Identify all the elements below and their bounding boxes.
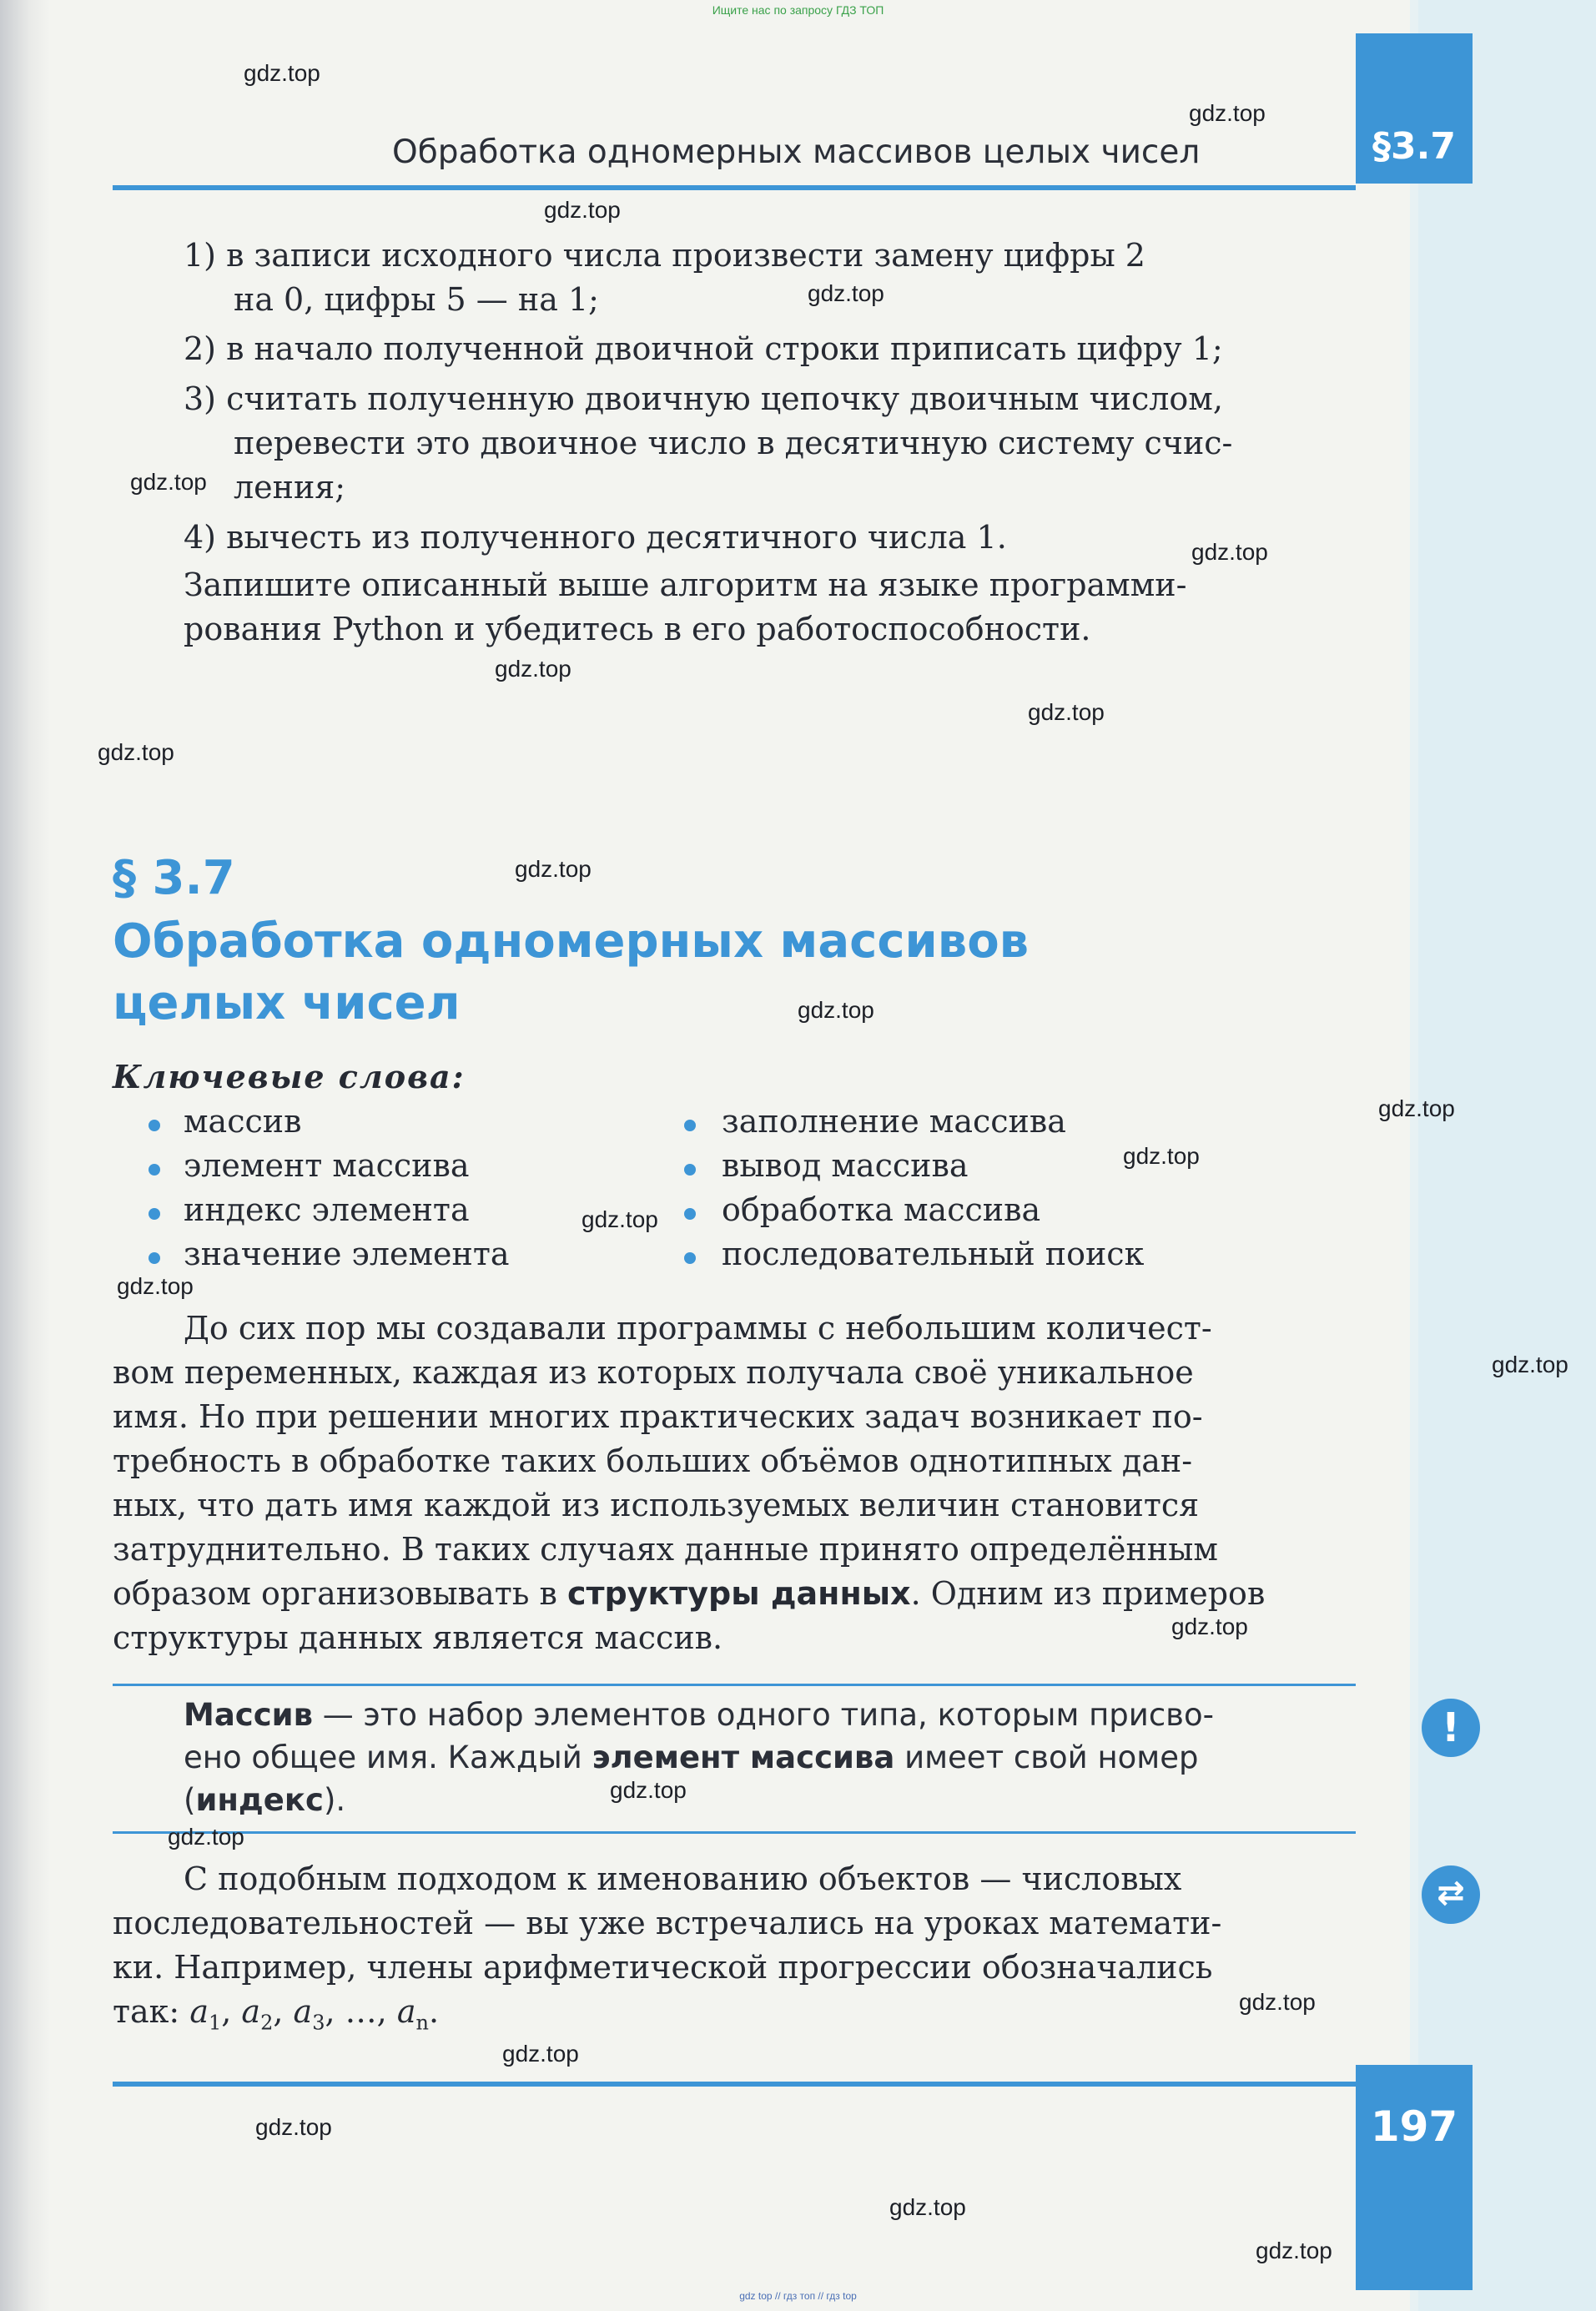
watermark: gdz.top (582, 1206, 658, 1232)
task-item-3-line-3: ления; (234, 469, 346, 506)
running-header-title: Обработка одномерных массивов целых чисел (392, 133, 1201, 171)
watermark: gdz.top (798, 997, 874, 1023)
watermark: gdz.top (1378, 1095, 1455, 1121)
closing-prefix: так: (113, 1993, 190, 2030)
watermark: gdz.top (255, 2114, 332, 2140)
closing-line-2: последовательностей — вы уже встречались на уроках математи- (113, 1905, 1222, 1941)
section-title-line-1: Обработка одномерных массивов (113, 914, 1030, 969)
bullet-icon (149, 1164, 160, 1176)
watermark: gdz.top (610, 1777, 687, 1803)
definition-part-1: — это набор элементов одного типа, которым присво- (313, 1697, 1214, 1733)
definition-line-1 (184, 1694, 1214, 1736)
watermark: gdz.top (502, 2041, 579, 2067)
bottom-note: gdz top // гдз топ // гдз top (739, 2290, 857, 2302)
swap-arrows-icon: ⇄ (1422, 1865, 1480, 1924)
seq-term: a (293, 1993, 313, 2030)
task-item-4: 4) вычесть из полученного десятичного числа 1. (184, 519, 1007, 556)
watermark: gdz.top (1123, 1143, 1200, 1169)
seq-term: a (189, 1993, 209, 2030)
definition-term: Массив (184, 1697, 313, 1733)
keyword-left-4: значение элемента (184, 1236, 510, 1272)
footer-rule (113, 2082, 1356, 2087)
bullet-icon (684, 1164, 696, 1176)
keyword-right-3: обработка массива (722, 1191, 1041, 1228)
task-item-1-line-1: 1) в записи исходного числа произвести замену цифры 2 (184, 237, 1145, 274)
definition-paren-close: ). (323, 1782, 346, 1818)
watermark: gdz.top (130, 469, 207, 495)
watermark: gdz.top (1239, 1989, 1316, 2015)
seq-term: a (241, 1993, 261, 2030)
side-margin-edge (1410, 0, 1418, 2311)
task-item-3-line-2: перевести это двоичное число в десятичную систему счис- (234, 425, 1233, 461)
intro-line-8: структуры данных является массив. (113, 1619, 723, 1656)
seq-index: 1 (208, 2011, 222, 2035)
keyword-left-3: индекс элемента (184, 1191, 470, 1228)
watermark: gdz.top (98, 739, 174, 765)
intro-line-1: До сих пор мы создавали программы с небольшим количест- (184, 1310, 1212, 1347)
header-rule (113, 185, 1356, 190)
intro-line-7 (113, 1572, 1265, 1616)
keyword-right-2: вывод массива (722, 1147, 969, 1184)
seq-index: 3 (312, 2011, 325, 2035)
keyword-right-4: последовательный поиск (722, 1236, 1145, 1272)
definition-part-2: ено общее имя. Каждый (184, 1740, 592, 1775)
definition-line-3 (184, 1779, 345, 1821)
side-margin (1418, 0, 1596, 2311)
watermark: gdz.top (1171, 1614, 1248, 1639)
exclamation-icon: ! (1422, 1699, 1480, 1757)
seq-term: a (396, 1993, 416, 2030)
seq-index: n (415, 2011, 429, 2035)
watermark: gdz.top (1191, 539, 1268, 565)
keyword-left-2: элемент массива (184, 1147, 470, 1184)
page-number-tab (1356, 2065, 1473, 2290)
task-conclusion-line-2: рования Python и убедитесь в его работоспособности. (184, 611, 1091, 647)
section-title-line-2: целых чисел (113, 976, 461, 1030)
page-number: 197 (1370, 2102, 1458, 2151)
seq-ellipsis: … (345, 1993, 377, 2030)
definition-rule-top (113, 1684, 1356, 1686)
bullet-icon (149, 1120, 160, 1131)
task-item-1-line-2: на 0, цифры 5 — на 1; (234, 281, 599, 318)
seq-index: 2 (260, 2011, 274, 2035)
term-data-structures: структуры данных (566, 1575, 911, 1612)
keyword-left-1: массив (184, 1103, 302, 1140)
closing-line-4: так: $a_1$, $a_2$, $a_3$, …, $a_n$. (113, 1993, 440, 2035)
watermark: gdz.top (117, 1273, 194, 1299)
top-note: Ищите нас по запросу ГДЗ ТОП (712, 3, 884, 17)
watermark: gdz.top (495, 656, 571, 682)
watermark: gdz.top (1256, 2238, 1332, 2263)
task-conclusion-line-1: Запишите описанный выше алгоритм на языке программи- (184, 566, 1187, 603)
definition-paren-open: ( (184, 1782, 196, 1818)
bullet-icon (149, 1252, 160, 1264)
keyword-right-1: заполнение массива (722, 1103, 1066, 1140)
watermark: gdz.top (168, 1824, 244, 1850)
definition-rule-bottom (113, 1831, 1356, 1834)
page-binding-shadow (0, 0, 50, 2311)
intro-line-5: ных, что дать имя каждой из используемых величин становится (113, 1487, 1200, 1523)
bullet-icon (684, 1208, 696, 1220)
watermark: gdz.top (244, 60, 320, 86)
keywords-title: Ключевые слова: (113, 1058, 466, 1095)
task-item-3-line-1: 3) считать полученную двоичную цепочку двоичным числом, (184, 380, 1223, 417)
watermark: gdz.top (1492, 1352, 1568, 1377)
task-item-2: 2) в начало полученной двоичной строки приписать цифру 1; (184, 330, 1223, 367)
intro-line-7-post: . Одним из примеров (910, 1575, 1266, 1612)
definition-part-3: имеет свой номер (894, 1740, 1199, 1775)
intro-line-3: имя. Но при решении многих практических задач возникает по- (113, 1398, 1203, 1435)
watermark: gdz.top (808, 280, 884, 306)
watermark: gdz.top (889, 2194, 966, 2220)
bullet-icon (149, 1208, 160, 1220)
intro-line-7-pre: образом организовывать в (113, 1575, 567, 1612)
watermark: gdz.top (544, 197, 621, 223)
header-section-label: §3.7 (1372, 125, 1456, 168)
intro-line-6: затруднительно. В таких случаях данные принято определённым (113, 1531, 1218, 1568)
watermark: gdz.top (1189, 100, 1266, 126)
section-number: § 3.7 (113, 851, 235, 905)
definition-term-index: индекс (195, 1782, 324, 1818)
intro-line-2: вом переменных, каждая из которых получала своё уникальное (113, 1354, 1194, 1391)
watermark: gdz.top (515, 856, 592, 882)
closing-line-1: С подобным подходом к именованию объектов — числовых (184, 1860, 1182, 1897)
closing-line-3: ки. Например, члены арифметической прогрессии обозначались (113, 1949, 1213, 1986)
definition-line-2 (184, 1736, 1198, 1779)
definition-term-element: элемент массива (592, 1740, 895, 1775)
bullet-icon (684, 1252, 696, 1264)
intro-line-4: требность в обработке таких больших объёмов однотипных дан- (113, 1442, 1193, 1479)
watermark: gdz.top (1028, 699, 1105, 725)
bullet-icon (684, 1120, 696, 1131)
